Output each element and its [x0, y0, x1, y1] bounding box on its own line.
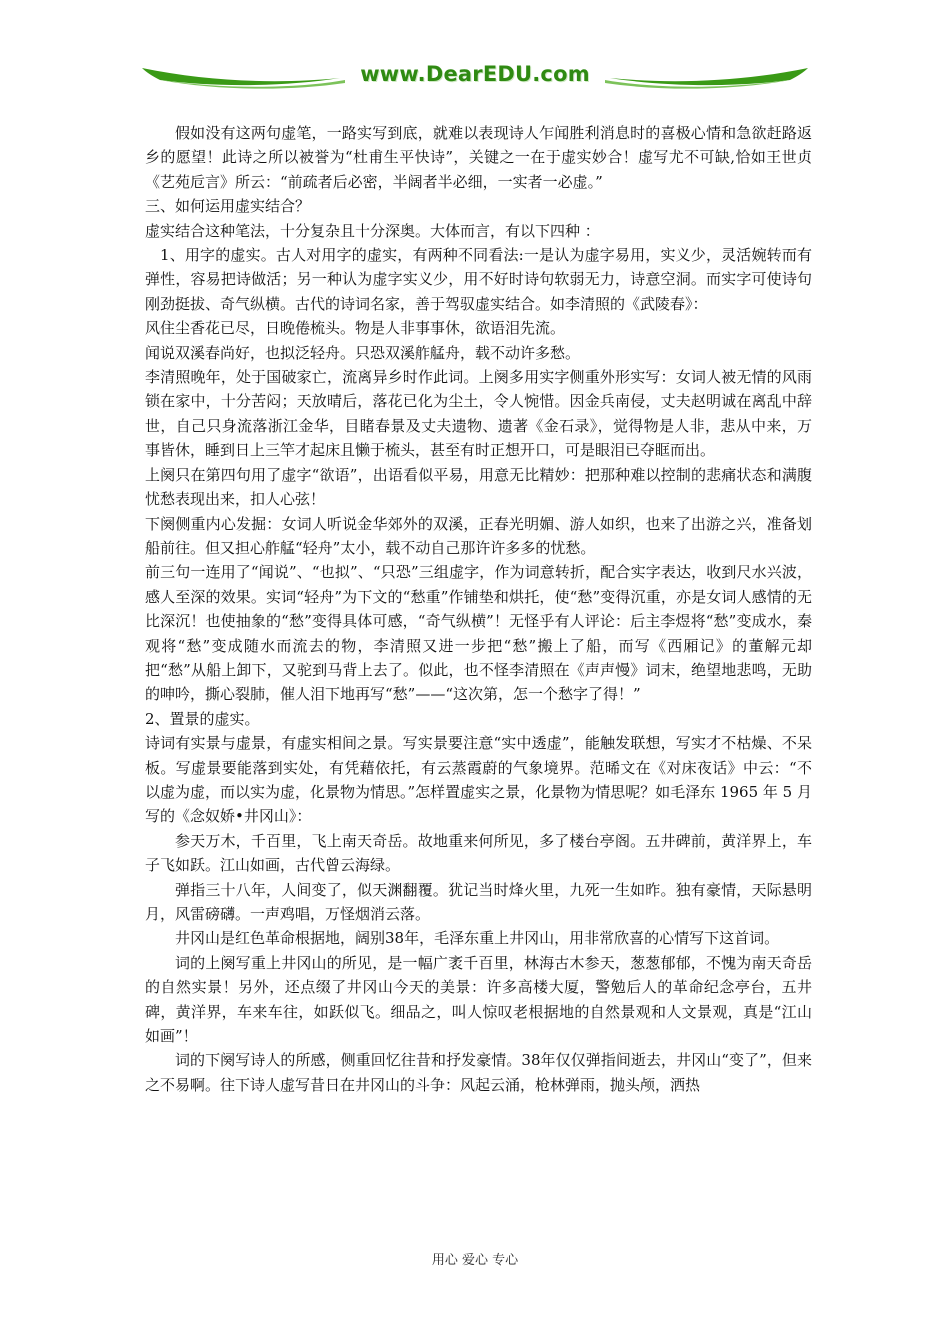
body-paragraph: 2、置景的虚实。 [145, 709, 260, 728]
body-paragraph: 弹指三十八年，人间变了，似天渊翻覆。犹记当时烽火里，九死一生如昨。独有豪情，天际悬明月，风雷磅礴。一声鸡唱，万怪烟消云落。 [145, 880, 812, 923]
body-paragraph: 井冈山是红色革命根据地，阔别38年，毛泽东重上井冈山，用非常欣喜的心情写下这首词。 [175, 929, 780, 948]
article-body [145, 121, 812, 1097]
body-paragraph: 词的下阕写诗人的所感，侧重回忆往昔和抒发豪情。38年仅仅弹指间逝去，井冈山“变了”，但来之不易啊。往下诗人虚写昔日在井冈山的斗争：风起云涌，枪林弹雨，抛头颅，洒热 [145, 1051, 812, 1094]
body-paragraph: 假如没有这两句虚笔，一路实写到底，就难以表现诗人乍闻胜利消息时的喜极心情和急欲赶路返乡的愿望！此诗之所以被誉为“杜甫生平快诗”，关键之一在于虚实妙合！虚写尤不可缺,恰如王世贞《艺苑卮言》所云：“前疏者后必密，半阔者半必细，一实者一必虚。” [145, 124, 812, 191]
body-paragraph: 下阕侧重内心发掘：女词人听说金华郊外的双溪，正春光明媚、游人如织，也来了出游之兴，准备划船前往。但又担心舴艋“轻舟”太小，载不动自己那许许多多的忧愁。 [145, 514, 812, 557]
page-footer: 用心 爱心 专心 [431, 1253, 519, 1268]
site-header-banner [140, 58, 810, 98]
body-paragraph: 诗词有实景与虚景，有虚实相间之景。写实景要注意“实中透虚”，能触发联想，写实才不枯燥、不呆板。写虚景要能落到实处，有凭藉依托，有云蒸霞蔚的气象境界。范晞文在《对床夜话》中云：“不以虚为虚，而以实为虚，化景物为情思。”怎样置虚实之景，化景物为情思呢？如毛泽东 1965 年 5 月写的《念奴娇•井冈山》： [145, 734, 812, 826]
body-paragraph: 上阕只在第四句用了虚字“欲语”，出语看似平易，用意无比精妙：把那种难以控制的悲痛状态和满腹忧愁表现出来，扣人心弦！ [145, 465, 812, 509]
body-paragraph: 1、用字的虚实。古人对用字的虚实，有两种不同看法:一是认为虚字易用，实义少，灵活婉转而有弹性，容易把诗做活；另一种认为虚字实义少，用不好时诗句软弱无力，诗意空洞。而实字可使诗句刚劲挺拔、奇气纵横。古代的诗词名家，善于驾驭虚实结合。如李清照的《武陵春》： [145, 246, 812, 313]
body-paragraph: 参天万木，千百里，飞上南天奇岳。故地重来何所见，多了楼台亭阁。五井碑前，黄洋界上，车子飞如跃。江山如画，古代曾云海绿。 [145, 831, 812, 875]
body-paragraph: 前三句一连用了“闻说”、“也拟”、“只恐”三组虚字，作为词意转折，配合实字表达，收到尺水兴波，感人至深的效果。实词“轻舟”为下文的“愁重”作铺垫和烘托，使“愁”变得沉重，亦是女词人感情的无比深沉！也使抽象的“愁”变得具体可感，“奇气纵横”！无怪乎有人评论：后主李煜将“愁”变成水，秦观将“愁”变成随水而流去的物，李清照又进一步把“愁”搬上了船，而写《西厢记》的董解元却把“愁”从船上卸下，又驼到马背上去了。似此，也不怪李清照在《声声慢》词末，绝望地悲鸣，无助的呻吟，撕心裂肺，催人泪下地再写“愁”——“这次第，怎一个愁字了得！” [145, 563, 812, 704]
body-paragraph: 闻说双溪春尚好，也拟泛轻舟。只恐双溪舴艋舟，载不动许多愁。 [145, 343, 581, 362]
site-logo-text: www.DearEDU.com [360, 62, 590, 86]
body-paragraph: 虚实结合这种笔法，十分复杂且十分深奥。大体而言，有以下四种 ： [145, 221, 600, 240]
body-paragraph: 李清照晚年，处于国破家亡，流离异乡时作此词。上阕多用实字侧重外形实写：女词人被无情的风雨锁在家中，十分苦闷；天放晴后，落花已化为尘土，令人惋惜。因金兵南侵，丈夫赵明诚在离乱中辞世，自己只身流落浙江金华，目睹春景及丈夫遗物、遗著《金石录》，觉得物是人非，悲从中来，万事皆休，睡到日上三竿才起床且懒于梳头，甚至有时正想开口，可是眼泪已夺眶而出。 [145, 368, 812, 460]
body-paragraph: 词的上阕写重上井冈山的所见，是一幅广袤千百里，林海古木参天，葱葱郁郁，不愧为南天奇岳的自然实景！另外，还点缀了井冈山今天的美景：许多高楼大厦，警勉后人的革命纪念亭台，五井碑，黄洋界，车来车往，如跃似飞。细品之，叫人惊叹老根据地的自然景观和人文景观，真是“江山如画”！ [145, 953, 812, 1046]
body-paragraph: 风住尘香花已尽，日晚倦梳头。物是人非事事休，欲语泪先流。 [145, 319, 566, 338]
body-paragraph: 三、如何运用虚实结合？ [145, 197, 311, 216]
